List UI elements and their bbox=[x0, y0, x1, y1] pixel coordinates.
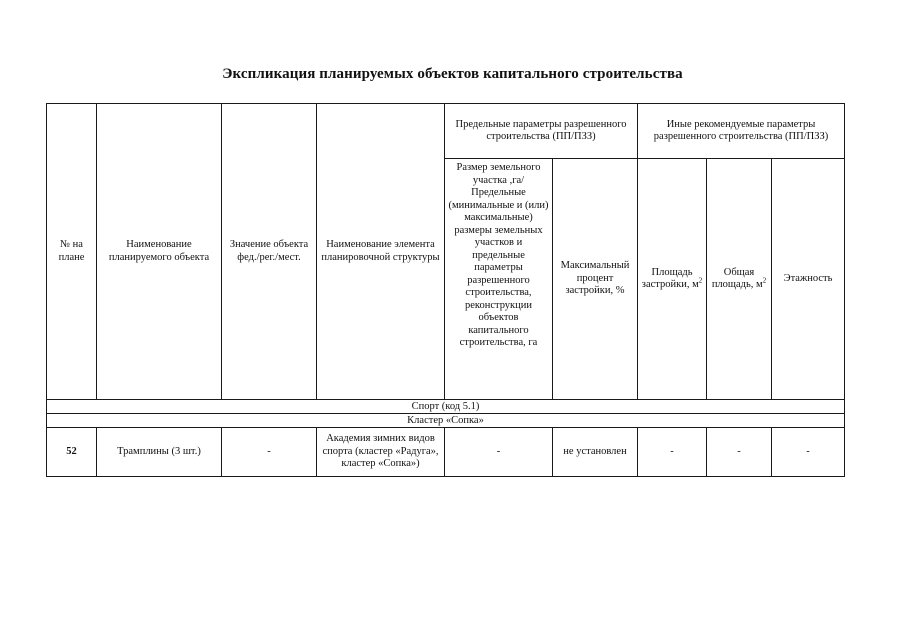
header-total-area-text: Общая площадь, м bbox=[711, 266, 763, 290]
section-cluster: Кластер «Сопка» bbox=[47, 414, 845, 428]
header-row-top bbox=[47, 104, 845, 159]
header-total-area bbox=[707, 159, 772, 400]
header-name: Наименование планируемого объекта bbox=[97, 104, 222, 400]
cell-plot-size: - bbox=[445, 428, 553, 477]
header-build-area-sup: 2 bbox=[698, 276, 703, 285]
header-group-limits: Предельные параметры разрешенного строительства (ПП/ПЗЗ) bbox=[445, 104, 638, 159]
cell-element: Академия зимних видов спорта (кластер «Радуга», кластер «Сопка») bbox=[317, 428, 445, 477]
header-element: Наименование элемента планировочной структуры bbox=[317, 104, 445, 400]
page-title: Экспликация планируемых объектов капитального строительства bbox=[222, 66, 683, 82]
cell-num: 52 bbox=[47, 428, 97, 477]
cell-max-percent: не установлен bbox=[553, 428, 638, 477]
header-plot-size: Размер земельного участка ,га/ Предельные (минимальные и (или) максимальные) размеры земельных участков и предельные параметры разрешенного строительства, реконструкции объектов капитального строительства, га bbox=[445, 159, 553, 400]
section-row-cluster bbox=[47, 414, 845, 428]
header-build-area-text: Площадь застройки, м bbox=[641, 266, 699, 290]
section-sport: Спорт (код 5.1) bbox=[47, 400, 845, 414]
header-floors: Этажность bbox=[772, 159, 845, 400]
header-total-area-sup: 2 bbox=[762, 276, 767, 285]
cell-total-area: - bbox=[707, 428, 772, 477]
header-max-percent: Максимальный процент застройки, % bbox=[553, 159, 638, 400]
header-significance: Значение объекта фед./рег./мест. bbox=[222, 104, 317, 400]
section-row-sport bbox=[47, 400, 845, 414]
table-row bbox=[47, 428, 845, 477]
header-build-area bbox=[638, 159, 707, 400]
header-group-other: Иные рекомендуемые параметры разрешенного строительства (ПП/ПЗЗ) bbox=[638, 104, 845, 159]
explication-table bbox=[46, 103, 845, 477]
cell-build-area: - bbox=[638, 428, 707, 477]
cell-floors: - bbox=[772, 428, 845, 477]
header-num: № на плане bbox=[47, 104, 97, 400]
cell-significance: - bbox=[222, 428, 317, 477]
cell-name: Трамплины (3 шт.) bbox=[97, 428, 222, 477]
